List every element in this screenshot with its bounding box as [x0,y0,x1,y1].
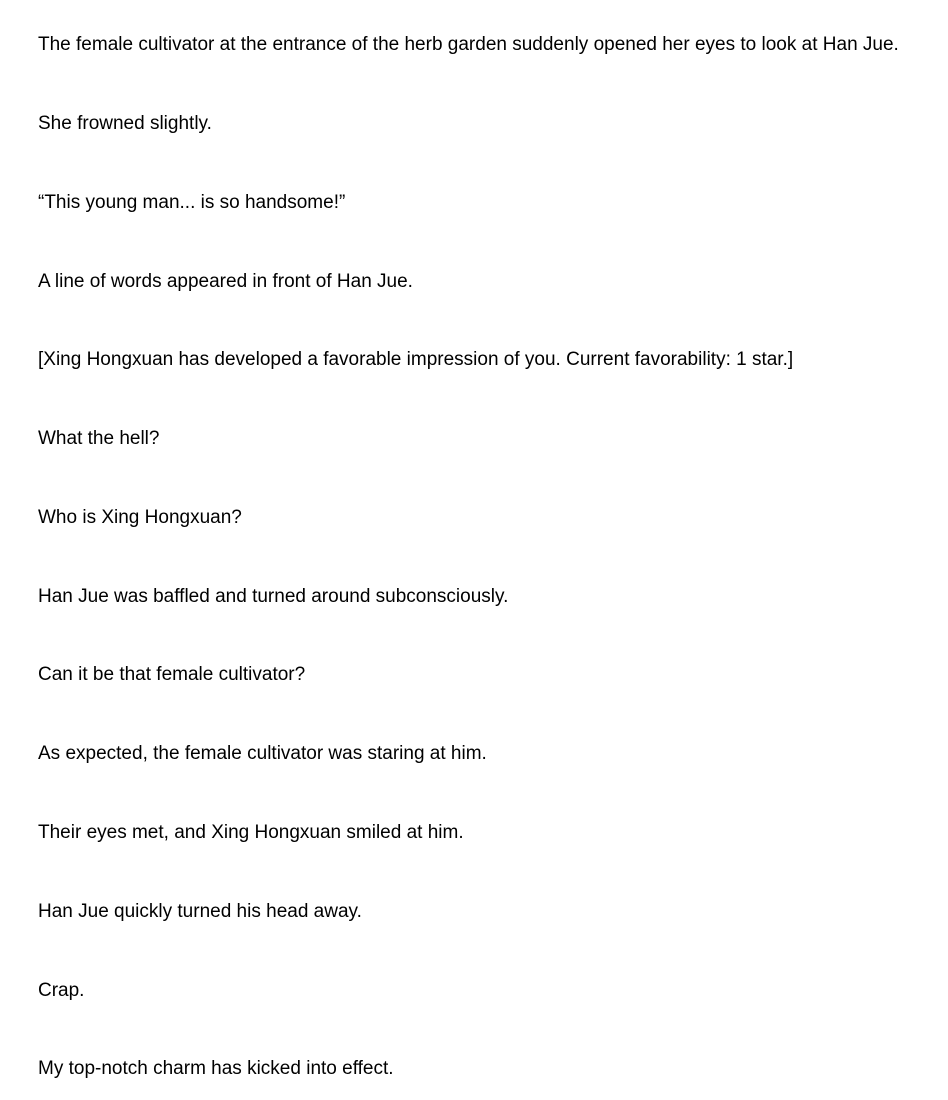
paragraph-9: Can it be that female cultivator? [38,664,306,685]
paragraph-1: The female cultivator at the entrance of the herb garden suddenly opened her eyes to look at Han Jue. [38,34,899,55]
paragraph-8: Han Jue was baffled and turned around subconsciously. [38,586,509,607]
paragraph-7: Who is Xing Hongxuan? [38,507,242,528]
paragraph-5: [Xing Hongxuan has developed a favorable impression of you. Current favorability: 1 star.] [38,349,794,370]
paragraph-4: A line of words appeared in front of Han Jue. [38,271,413,292]
paragraph-12: Han Jue quickly turned his head away. [38,901,362,922]
paragraph-2: She frowned slightly. [38,113,212,134]
paragraph-13: Crap. [38,980,85,1001]
paragraph-14: My top-notch charm has kicked into effect. [38,1058,394,1079]
paragraph-3: “This young man... is so handsome!” [38,192,346,213]
paragraph-10: As expected, the female cultivator was staring at him. [38,743,487,764]
paragraph-6: What the hell? [38,428,160,449]
paragraph-11: Their eyes met, and Xing Hongxuan smiled at him. [38,822,464,843]
